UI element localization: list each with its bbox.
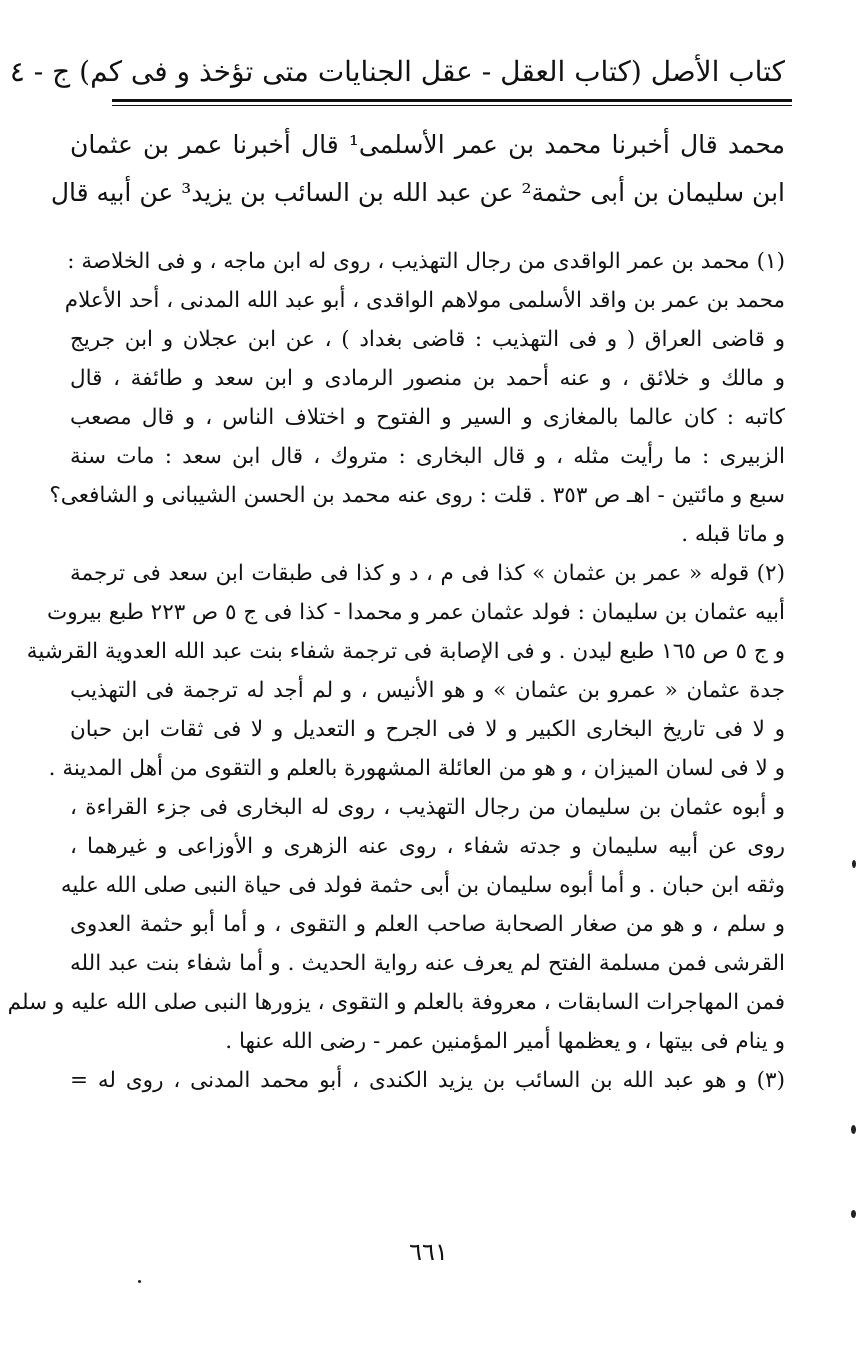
scan-speck bbox=[138, 1280, 141, 1283]
scan-speck bbox=[852, 860, 856, 868]
footnote-line: محمد بن عمر بن واقد الأسلمى مولاهم الواقدى ، أبو عبد الله المدنى ، أحد الأعلام bbox=[64, 288, 785, 313]
header-rule-thick bbox=[112, 99, 792, 102]
header-rule-thin bbox=[112, 105, 792, 106]
footnote-line: و ينام فى بيتها ، و يعظمها أمير المؤمنين عمر - رضى الله عنها . bbox=[225, 1029, 785, 1054]
footnote-line: روى عن أبيه سليمان و جدته شفاء ، روى عنه الزهرى و الأوزاعى و غيرهما ، bbox=[70, 834, 785, 859]
footnote-line: الزبيرى : ما رأيت مثله ، و قال البخارى : متروك ، قال ابن سعد : مات سنة bbox=[70, 444, 785, 469]
footnote-line: و مالك و خلائق ، و عنه أحمد بن منصور الرمادى و ابن سعد و طائفة ، قال bbox=[70, 366, 785, 391]
footnote-line: و ماتا قبله . bbox=[681, 522, 785, 547]
footnote-line: سبع و مائتين - اهـ ص ٣٥٣ . قلت : روى عنه محمد بن الحسن الشيبانى و الشافعى؟ bbox=[49, 483, 785, 508]
footnote-line: و لا فى تاريخ البخارى الكبير و لا فى الجرح و التعديل و لا فى ثقات ابن حبان bbox=[70, 717, 785, 742]
footnote-line: وثقه ابن حبان . و أما أبوه سليمان بن أبى حثمة فولد فى حياة النبى صلى الله عليه bbox=[60, 873, 785, 898]
footnote-line: و أبوه عثمان بن سليمان من رجال التهذيب ، روى له البخارى فى جزء القراءة ، bbox=[70, 795, 785, 820]
body-line: محمد قال أخبرنا محمد بن عمر الأسلمى¹ قال أخبرنا عمر بن عثمان bbox=[70, 130, 785, 159]
footnote-line: جدة عثمان « عمرو بن عثمان » و هو الأنيس ، و لم أجد له ترجمة فى التهذيب bbox=[70, 678, 785, 703]
footnote-line: (٣) و هو عبد الله بن السائب بن يزيد الكندى ، أبو محمد المدنى ، روى له = bbox=[70, 1068, 785, 1093]
footnote-line: فمن المهاجرات السابقات ، معروفة بالعلم و التقوى ، يزورها النبى صلى الله عليه و سلم bbox=[7, 990, 785, 1015]
footnote-line: و لا فى لسان الميزان ، و هو من العائلة المشهورة بالعلم و التقوى من أهل المدينة . bbox=[48, 756, 785, 781]
footnote-line: القرشى فمن مسلمة الفتح لم يعرف عنه رواية الحديث . و أما شفاء بنت عبد الله bbox=[70, 951, 785, 976]
footnote-line: (١) محمد بن عمر الواقدى من رجال التهذيب ، روى له ابن ماجه ، و فى الخلاصة : bbox=[67, 249, 785, 274]
footnote-line: أبيه عثمان بن سليمان : فولد عثمان عمر و محمدا - كذا فى ج ٥ ص ٢٢٣ طبع بيروت bbox=[46, 600, 785, 625]
footnote-line: كاتبه : كان عالما بالمغازى و السير و الفتوح و اختلاف الناس ، و قال مصعب bbox=[70, 405, 785, 430]
scan-speck bbox=[851, 1125, 856, 1134]
page-number: ٦٦١ bbox=[409, 1238, 448, 1266]
body-line: ابن سليمان بن أبى حثمة² عن عبد الله بن السائب بن يزيد³ عن أبيه قال bbox=[50, 178, 785, 207]
footnote-line: و ج ٥ ص ١٦٥ طبع ليدن . و فى الإصابة فى ترجمة شفاء بنت عبد الله العدوية القرشية bbox=[26, 639, 785, 664]
footnote-line: و سلم ، و هو من صغار الصحابة صاحب العلم و التقوى ، و أما أبو حثمة العدوى bbox=[70, 912, 785, 937]
scan-speck bbox=[851, 1210, 856, 1218]
footnote-line: (٢) قوله « عمر بن عثمان » كذا فى م ، د و كذا فى طبقات ابن سعد فى ترجمة bbox=[70, 561, 785, 586]
footnote-line: و قاضى العراق ( و فى التهذيب : قاضى بغداد ) ، عن ابن عجلان و ابن جريج bbox=[70, 327, 785, 352]
running-header: كتاب الأصل (كتاب العقل - عقل الجنايات متى تؤخذ و فى كم) ج - ٤ bbox=[9, 55, 785, 88]
